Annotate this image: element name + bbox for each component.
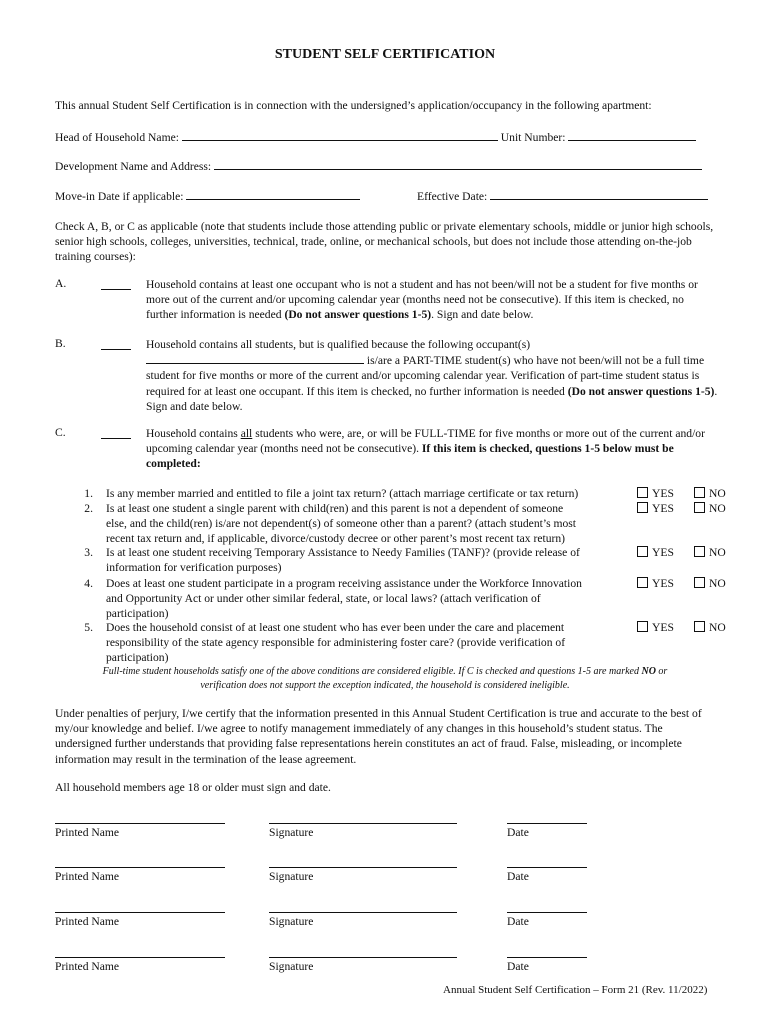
date-line[interactable] xyxy=(507,823,587,824)
question-number: 4. xyxy=(84,577,93,590)
question-line: Is at least one student a single parent with child(ren) and this parent is not a dependent of someone xyxy=(106,502,564,515)
question-line: participation) xyxy=(106,650,169,664)
no-option[interactable] xyxy=(694,487,726,500)
yes-label: YES xyxy=(652,502,674,515)
no-checkbox[interactable] xyxy=(694,546,705,557)
yes-checkbox[interactable] xyxy=(637,502,648,513)
no-option[interactable] xyxy=(694,621,726,634)
eligibility-note: Full-time student households satisfy one of the above conditions are considered eligible. If C is checked and questions 1-5 are marked NO or verification does not support the exception indicated, the household is considered ineligible. xyxy=(102,666,668,691)
option-b-text: Household contains all students, but is qualified because the following occupant(s) is/are a PART-TIME student(s) who have not been/will not be a full time student for five months or more of the current and/or upcoming calendar year. Verification of part-time student status is required for at least one occupant. If this item is checked, no further information is needed (Do not answer questions 1-5). Sign and date below. xyxy=(146,338,718,413)
printed-name-line[interactable] xyxy=(55,867,225,868)
no-label: NO xyxy=(709,546,726,559)
question-text xyxy=(106,546,626,576)
unit-number-label: Unit Number: xyxy=(500,131,566,144)
date-line[interactable] xyxy=(507,912,587,913)
no-checkbox[interactable] xyxy=(694,577,705,588)
part-time-occupants-field[interactable] xyxy=(146,352,364,364)
question-line: recent tax return and, if applicable, divorce/custody decree or other parent’s most recent tax return) xyxy=(106,531,566,545)
date-label: Date xyxy=(507,915,529,928)
yes-label: YES xyxy=(652,577,674,590)
move-in-row xyxy=(55,188,360,203)
instructions-text: Check A, B, or C as applicable (note that students include those attending public or private elementary schools, middle or junior high schools, senior high schools, colleges, universities, technical, trade, online, or mechanical schools, but does not include those attending on-the-job training courses): xyxy=(55,220,714,264)
option-a-checkbox[interactable] xyxy=(101,278,131,290)
yes-option[interactable] xyxy=(637,502,674,515)
question-text xyxy=(106,502,626,546)
head-of-household-field[interactable] xyxy=(182,129,498,141)
question-line: responsibility of the state agency responsible for administering foster care? (provide verification of xyxy=(106,635,566,649)
effective-date-label: Effective Date: xyxy=(417,190,488,203)
signature-line[interactable] xyxy=(269,957,457,958)
yes-checkbox[interactable] xyxy=(637,546,648,557)
penalty-statement: Under penalties of perjury, I/we certify that the information presented in this Annual Student Certification is true and accurate to the best of my/our knowledge and belief. I/we agree to notify management immediately of any changes in this household’s student status. The undersigned further understands that providing false representations herein constitutes an act of fraud. False, misleading, or incomplete information may result in the termination of the lease agreement. xyxy=(55,707,702,766)
question-line: Does at least one student participate in a program receiving assistance under the Workforce Innovation xyxy=(106,577,582,590)
option-c-text: Household contains all students who were, are, or will be FULL-TIME for five months or more out of the current and/or upcoming calendar year (months need not be consecutive). If this item is checked, questions 1-5 below must be completed: xyxy=(146,427,705,471)
question-line: else, and the child(ren) is/are not dependent(s) of someone other than a parent? (attach student’s most xyxy=(106,516,577,530)
effective-date-row xyxy=(417,188,708,203)
no-option[interactable] xyxy=(694,577,726,590)
question-line: information for verification purposes) xyxy=(106,560,282,574)
development-label: Development Name and Address: xyxy=(55,160,212,173)
yes-option[interactable] xyxy=(637,621,674,634)
option-b-letter: B. xyxy=(55,337,66,350)
no-label: NO xyxy=(709,487,726,500)
date-line[interactable] xyxy=(507,867,587,868)
signature-label: Signature xyxy=(269,915,314,928)
question-text xyxy=(106,621,626,665)
signature-label: Signature xyxy=(269,826,314,839)
signature-line[interactable] xyxy=(269,912,457,913)
yes-option[interactable] xyxy=(637,546,674,559)
printed-name-line[interactable] xyxy=(55,957,225,958)
yes-label: YES xyxy=(652,546,674,559)
printed-name-label: Printed Name xyxy=(55,960,120,973)
printed-name-label: Printed Name xyxy=(55,826,120,839)
question-line: participation) xyxy=(106,606,169,620)
form-footer: Annual Student Self Certification – Form 21 (Rev. 11/2022) xyxy=(443,984,708,996)
yes-option[interactable] xyxy=(637,487,674,500)
question-line: Is at least one student receiving Temporary Assistance to Needy Families (TANF)? (provide release of xyxy=(106,546,580,559)
signature-line[interactable] xyxy=(269,823,457,824)
move-in-label: Move-in Date if applicable: xyxy=(55,190,184,203)
intro-text: This annual Student Self Certification is in connection with the undersigned’s application/occupancy in the following apartment: xyxy=(55,99,652,112)
unit-number-field[interactable] xyxy=(568,129,696,141)
no-label: NO xyxy=(709,577,726,590)
no-checkbox[interactable] xyxy=(694,502,705,513)
option-c-letter: C. xyxy=(55,426,66,439)
no-checkbox[interactable] xyxy=(694,487,705,498)
yes-label: YES xyxy=(652,621,674,634)
question-text xyxy=(106,577,626,621)
question-number: 2. xyxy=(84,502,93,515)
no-option[interactable] xyxy=(694,546,726,559)
printed-name-line[interactable] xyxy=(55,823,225,824)
development-row xyxy=(55,158,702,173)
signature-label: Signature xyxy=(269,960,314,973)
printed-name-line[interactable] xyxy=(55,912,225,913)
option-a-letter: A. xyxy=(55,277,67,290)
question-number: 3. xyxy=(84,546,93,559)
sign-instruction: All household members age 18 or older must sign and date. xyxy=(55,781,331,794)
no-label: NO xyxy=(709,502,726,515)
move-in-field[interactable] xyxy=(186,188,360,200)
no-checkbox[interactable] xyxy=(694,621,705,632)
date-label: Date xyxy=(507,870,529,883)
yes-checkbox[interactable] xyxy=(637,487,648,498)
question-line: Does the household consist of at least one student who has ever been under the care and placement xyxy=(106,621,565,634)
no-label: NO xyxy=(709,621,726,634)
head-of-household-label: Head of Household Name: xyxy=(55,131,179,144)
printed-name-label: Printed Name xyxy=(55,870,120,883)
yes-checkbox[interactable] xyxy=(637,577,648,588)
option-b-checkbox[interactable] xyxy=(101,338,131,350)
signature-label: Signature xyxy=(269,870,314,883)
printed-name-label: Printed Name xyxy=(55,915,120,928)
option-c-checkbox[interactable] xyxy=(101,427,131,439)
question-text xyxy=(106,487,626,502)
yes-checkbox[interactable] xyxy=(637,621,648,632)
question-number: 5. xyxy=(84,621,93,634)
question-line: Is any member married and entitled to file a joint tax return? (attach marriage certificate or tax return) xyxy=(106,487,579,500)
head-of-household-row xyxy=(55,129,696,144)
development-field[interactable] xyxy=(214,158,702,170)
date-label: Date xyxy=(507,960,529,973)
yes-option[interactable] xyxy=(637,577,674,590)
date-label: Date xyxy=(507,826,529,839)
document-title: STUDENT SELF CERTIFICATION xyxy=(274,47,496,62)
signature-line[interactable] xyxy=(269,867,457,868)
yes-label: YES xyxy=(652,487,674,500)
question-number: 1. xyxy=(84,487,93,500)
question-line: and Opportunity Act or under other similar federal, state, or local laws? (attach verification of xyxy=(106,591,541,605)
effective-date-field[interactable] xyxy=(490,188,708,200)
option-a-text: Household contains at least one occupant who is not a student and has not been/will not be a student for five months or more out of the current and/or upcoming calendar year (months need not be consecutive). If this item is checked, no further information is needed (Do not answer questions 1-5). Sign and date below. xyxy=(146,278,698,322)
date-line[interactable] xyxy=(507,957,587,958)
no-option[interactable] xyxy=(694,502,726,515)
